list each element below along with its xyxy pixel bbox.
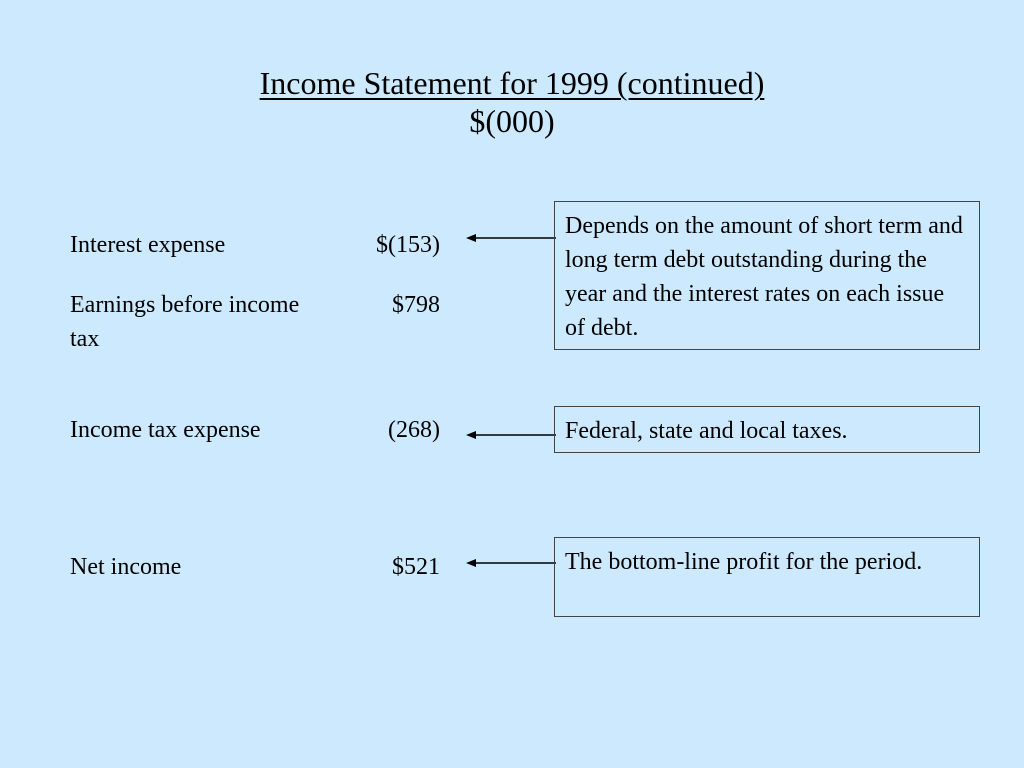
title-main: Income Statement for 1999 (continued) (259, 65, 765, 101)
note-interest-expense: Depends on the amount of short term and long term debt outstanding during the year and the interest rates on each issue of debt. (554, 201, 980, 350)
arrow-left-icon (466, 429, 556, 441)
row-label-earnings-before-tax: Earnings before income tax (70, 292, 300, 352)
title-units: $(000) (469, 103, 555, 139)
note-net-income: The bottom-line profit for the period. (554, 537, 980, 617)
arrow-left-icon (466, 232, 556, 244)
row-label-net-income: Net income (70, 554, 182, 580)
row-label-interest-expense: Interest expense (70, 232, 226, 258)
row-value-interest-expense: $(153) (376, 232, 440, 258)
arrow-left-icon (466, 557, 556, 569)
row-label-income-tax-expense: Income tax expense (70, 417, 261, 443)
row-value-income-tax-expense: (268) (388, 417, 440, 443)
slide-title (0, 64, 1024, 140)
row-value-net-income: $521 (392, 554, 440, 580)
note-income-tax: Federal, state and local taxes. (554, 406, 980, 453)
row-value-earnings-before-tax: $798 (392, 292, 440, 318)
